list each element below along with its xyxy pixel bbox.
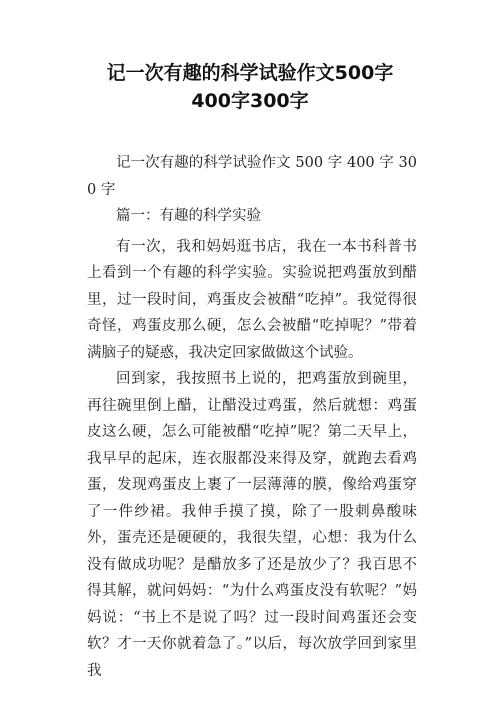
body-paragraph-2: 回到家，我按照书上说的，把鸡蛋放到碗里，再往碗里倒上醋，让醋没过鸡蛋，然后就想：鸡蛋皮这么硬，怎么可能被醋“吃掉”呢？第二天早上，我早早的起床，连衣服都没来得及穿，就跑去看鸡蛋，发现鸡蛋皮上裹了一层薄薄的膜，像给鸡蛋穿了一件纱裙。我伸手摸了摸，除了一股刺鼻酸味外，蛋壳还是硬硬的，我很失望，心想：我为什么没有做成功呢？是醋放多了还是放少了？我百思不得其解，就问妈妈：“为什么鸡蛋皮没有软呢？”妈妈说：“书上不是说了吗？过一段时间鸡蛋还会变软？才一天你就着急了。”以后，每次放学回到家里我 bbox=[87, 371, 417, 679]
body-paragraph-section-heading: 篇一：有趣的科学实验 bbox=[116, 208, 261, 224]
document-body bbox=[87, 150, 417, 684]
body-paragraph-1: 有一次，我和妈妈逛书店，我在一本书科普书上看到一个有趣的科学实验。实验说把鸡蛋放到醋里，过一段时间，鸡蛋皮会被醋“吃掉”。我觉得很奇怪，鸡蛋皮那么硬，怎么会被醋“吃掉呢？”带着满脑子的疑惑，我决定回家做做这个试验。 bbox=[87, 238, 417, 361]
body-paragraph-subtitle: 记一次有趣的科学试验作文 500 字 400 字 300 字 bbox=[87, 155, 417, 198]
document-title-line-1: 记一次有趣的科学试验作文500字 bbox=[106, 62, 394, 84]
document-title-line-2: 400字300字 bbox=[191, 90, 309, 112]
